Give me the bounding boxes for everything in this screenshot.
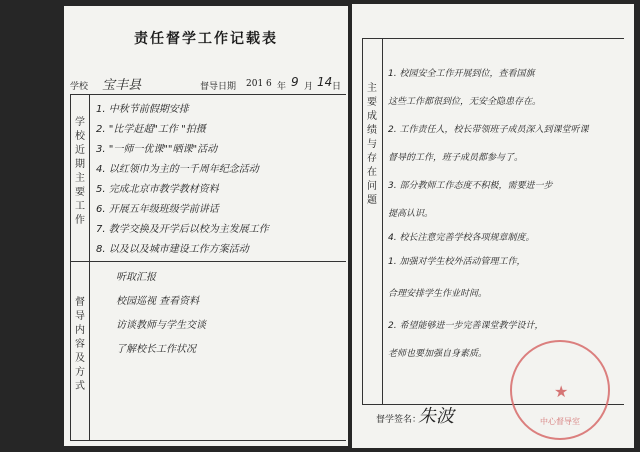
- handwritten-line: 听取汇报: [116, 272, 156, 283]
- handwritten-line: 2. 工作责任人，校长带领班子成员深入到课堂听课: [388, 125, 589, 135]
- date-month: 9: [291, 75, 299, 89]
- handwritten-line: 老师也要加强自身素质。: [388, 349, 488, 359]
- date-day: 14: [317, 75, 333, 89]
- handwritten-line: 2. 希望能够进一步完善课堂教学设计，: [388, 321, 544, 331]
- handwritten-line: 了解校长工作状况: [116, 344, 196, 355]
- signature-label: 督学签名：: [376, 415, 422, 425]
- date-year: 201 6: [246, 79, 272, 89]
- signature: 朱波: [418, 406, 454, 427]
- handwritten-line: 这些工作都很到位，无安全隐患存在。: [388, 97, 542, 107]
- handwritten-line: 5. 完成北京市教学教材资料: [96, 184, 219, 195]
- date-day-suffix: 日: [332, 82, 342, 92]
- right-label-line: [382, 38, 383, 404]
- handwritten-line: 4. 校长注意完善学校各项规章制度。: [388, 233, 535, 243]
- stamp-text: 中心督导室: [540, 417, 580, 426]
- date-month-suffix: 月: [304, 82, 314, 92]
- handwritten-line: 合理安排学生作业时间。: [388, 289, 488, 299]
- handwritten-line: 7. 教学交换及开学后以校为主发展工作: [96, 224, 269, 235]
- table-left-line: [70, 94, 71, 440]
- handwritten-line: 访谈教师与学生交谈: [116, 320, 206, 331]
- right-left-line: [362, 38, 363, 404]
- form-title: 责任督学工作记载表: [134, 31, 278, 47]
- left-form-sheet: [64, 6, 348, 446]
- handwritten-line: 1. 校园安全工作开展到位，查看国旗: [388, 69, 535, 79]
- official-seal-stamp: [510, 340, 610, 440]
- section1-label: 学校近期主要工作: [75, 117, 85, 226]
- date-label: 督导日期: [200, 82, 237, 92]
- handwritten-line: 3. "一师一优课""晒课"活动: [96, 144, 218, 155]
- table-bottom-line: [70, 440, 346, 441]
- label-column-line: [89, 94, 90, 440]
- handwritten-line: 1. 加强对学生校外活动管理工作，: [388, 257, 526, 267]
- right-top-line: [362, 38, 624, 39]
- school-value: 宝丰县: [102, 78, 142, 93]
- handwritten-line: 6. 开展五年级班级学前讲话: [96, 204, 219, 215]
- handwritten-line: 2. "比学赶超"工作 "拍摄: [96, 124, 206, 135]
- handwritten-line: 校园巡视 查看资料: [116, 296, 200, 307]
- handwritten-line: 8. 以及以及城市建设工作方案活动: [96, 244, 249, 255]
- handwritten-line: 1. 中秋节前假期安排: [96, 104, 189, 115]
- star-icon: ★: [554, 382, 569, 401]
- date-year-suffix: 年: [277, 82, 287, 92]
- section2-label: 督导内容及方式: [75, 297, 85, 392]
- section-divider-line: [70, 261, 346, 262]
- right-section-label: 主要成绩与存在问题: [367, 83, 377, 206]
- school-label: 学校: [70, 82, 89, 92]
- handwritten-line: 提高认识。: [388, 209, 434, 219]
- handwritten-line: 3. 部分教师工作态度不积极，需要进一步: [388, 181, 553, 191]
- handwritten-line: 督导的工作，班子成员都参与了。: [388, 153, 524, 163]
- handwritten-line: 4. 以红领巾为主的一千周年纪念活动: [96, 164, 259, 175]
- table-top-line: [70, 94, 346, 95]
